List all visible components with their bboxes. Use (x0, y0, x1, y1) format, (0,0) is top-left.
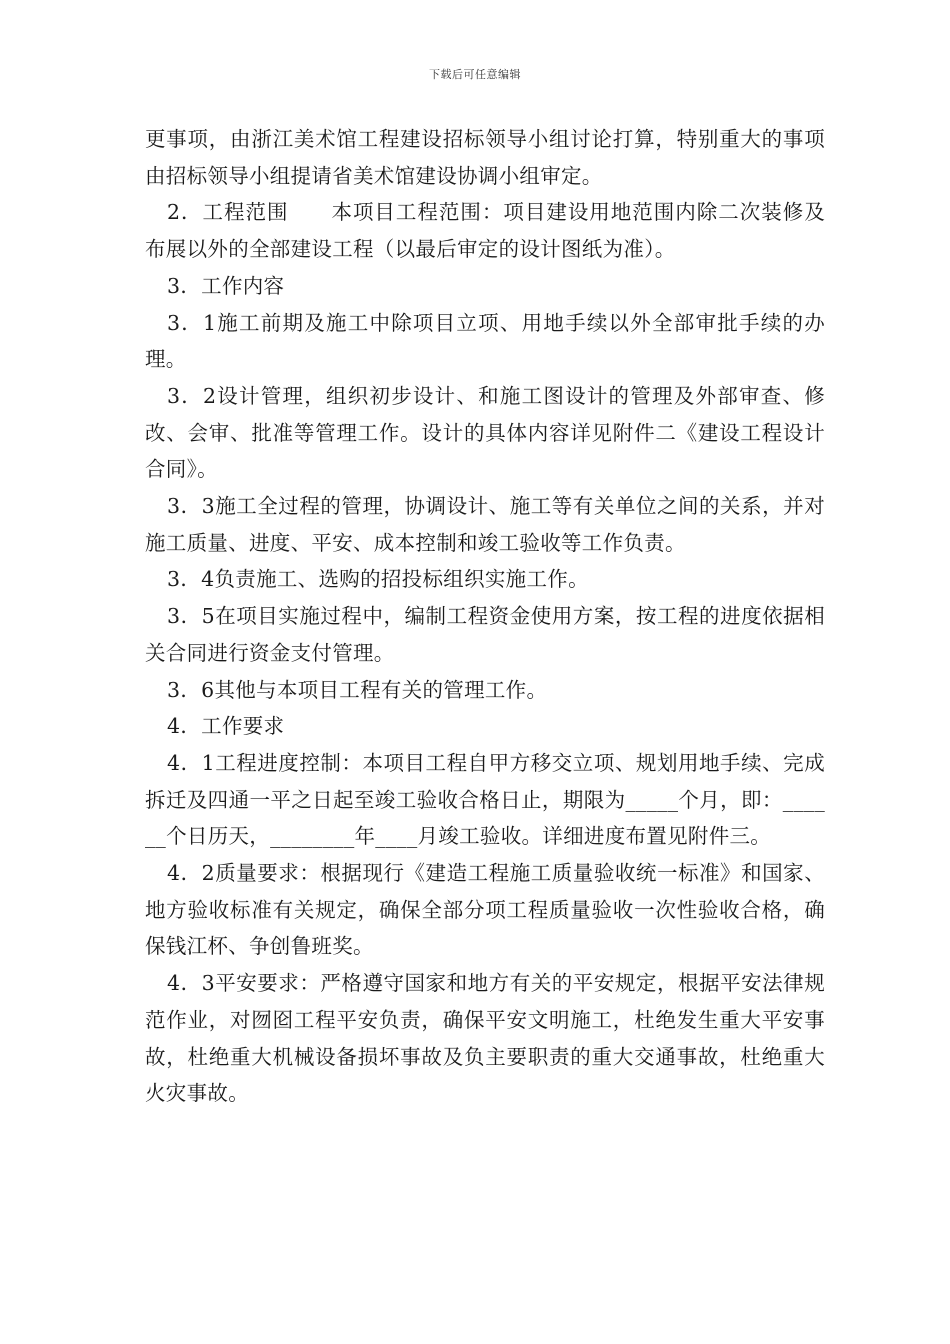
paragraph-3-2: 3．2设计管理，组织初步设计、和施工图设计的管理及外部审查、修改、会审、批准等管理工作。设计的具体内容详见附件二《建设工程设计合同》。 (145, 383, 825, 482)
document-body (145, 121, 825, 1112)
section-heading-work-requirements: 4．工作要求 (167, 714, 285, 739)
paragraph-3-3: 3．3施工全过程的管理，协调设计、施工等有关单位之间的关系，并对施工质量、进度、平安、成本控制和竣工验收等工作负责。 (145, 494, 825, 555)
paragraph-3-1: 3．1施工前期及施工中除项目立项、用地手续以外全部审批手续的办理。 (145, 310, 825, 372)
paragraph-4-3: 4．3平安要求：严格遵守国家和地方有关的平安规定，根据平安法律规范作业，对囫囵工程平安负责，确保平安文明施工，杜绝发生重大平安事故，杜绝重大机械设备损坏事故及负主要职责的重大交通事故，杜绝重大火灾事故。 (145, 971, 825, 1106)
paragraph-4-1: 4．1工程进度控制：本项目工程自甲方移交立项、规划用地手续、完成拆迁及四通一平之日起至竣工验收合格日止，期限为_____个月，即：______个日历天，________年____月竣工验收。详细进度布置见附件三。 (145, 750, 825, 849)
paragraph-continuation: 更事项，由浙江美术馆工程建设招标领导小组讨论打算，特别重大的事项由招标领导小组提请省美术馆建设协调小组审定。 (145, 127, 825, 188)
page-header: 下载后可任意编辑 (429, 68, 521, 81)
paragraph-3-5: 3．5在项目实施过程中，编制工程资金使用方案，按工程的进度依据相关合同进行资金支付管理。 (145, 604, 825, 665)
paragraph-scope: 2．工程范围 本项目工程范围：项目建设用地范围内除二次装修及布展以外的全部建设工程（以最后审定的设计图纸为准）。 (145, 200, 825, 262)
section-heading-work-content: 3．工作内容 (167, 273, 285, 298)
paragraph-3-6: 3．6其他与本项目工程有关的管理工作。 (167, 677, 548, 702)
paragraph-3-4: 3．4负责施工、选购的招投标组织实施工作。 (167, 567, 589, 592)
paragraph-4-2: 4．2质量要求：根据现行《建造工程施工质量验收统一标准》和国家、地方验收标准有关规定，确保全部分项工程质量验收一次性验收合格，确保钱江杯、争创鲁班奖。 (145, 861, 825, 959)
